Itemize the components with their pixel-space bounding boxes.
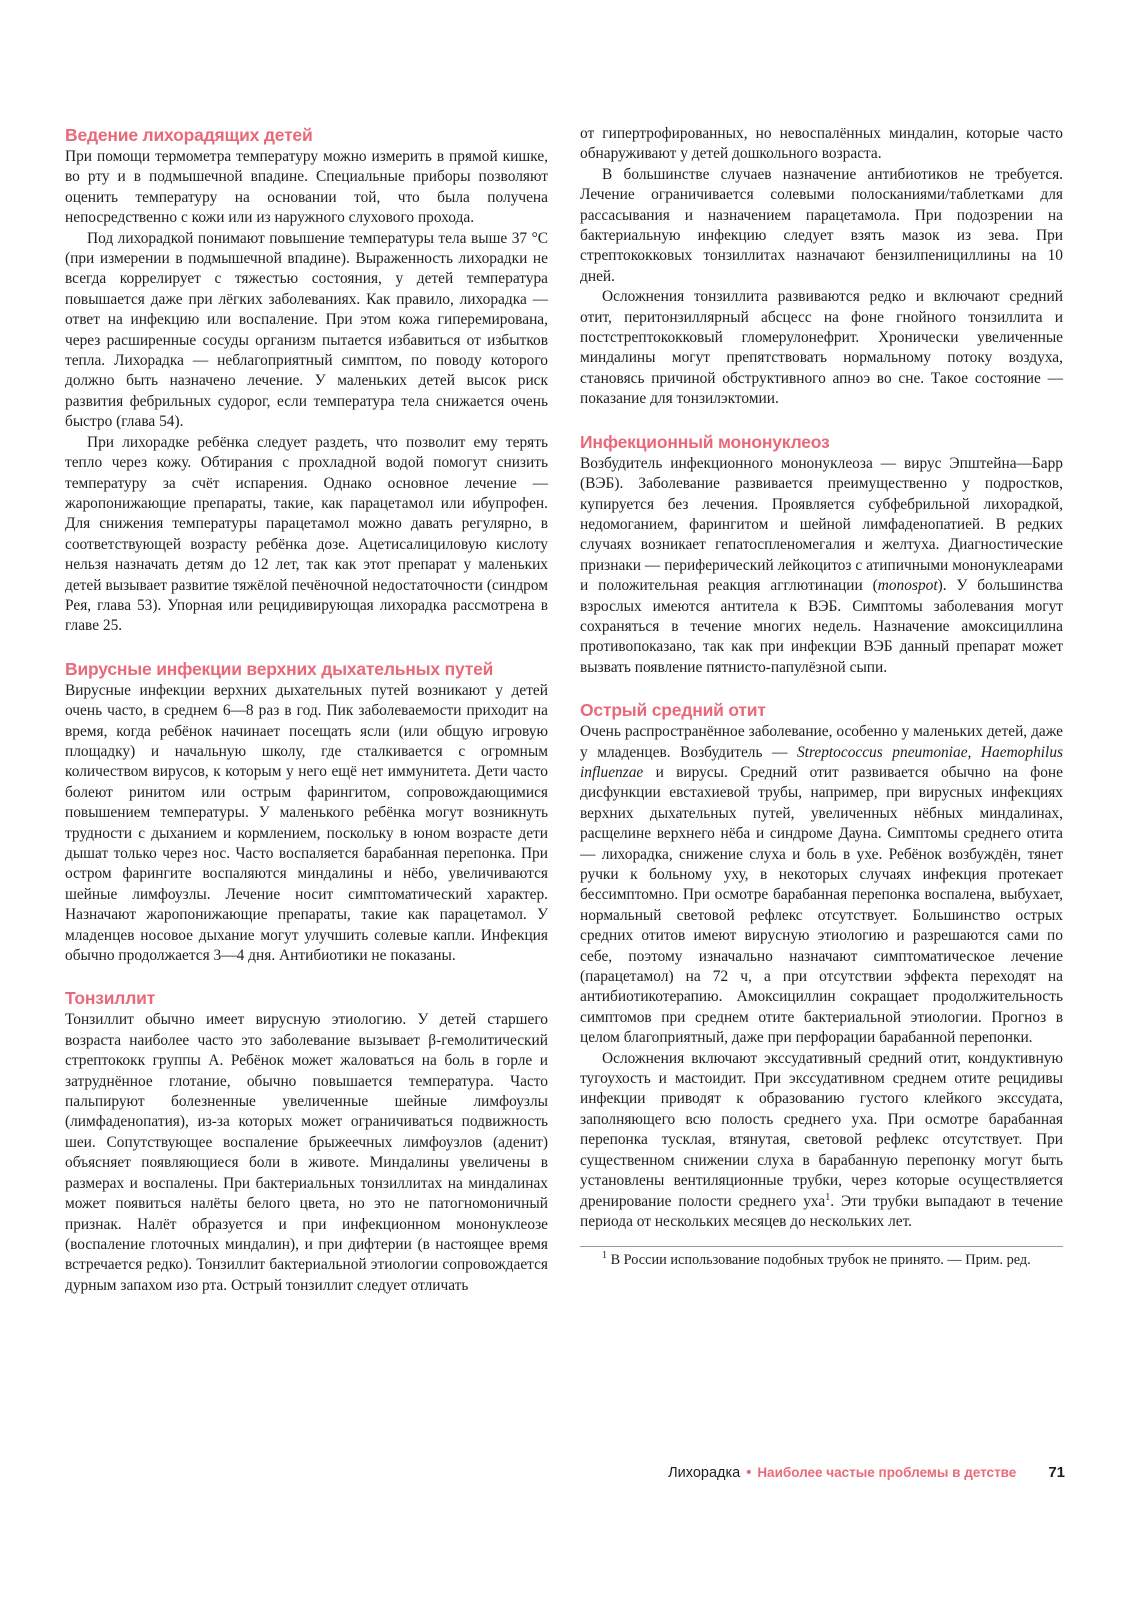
text-run: Осложнения включают экссудативный средний отит, кондуктивную тугоухость и мастоидит. При экссудативном среднем отите рецидивы инфекции приводят к образованию густого клейкого экссудата, заполняющего всю полость среднего уха. При осмотре барабанная перепонка тусклая, втянутая, световой рефлекс отсутствует. При существенном снижении слуха в барабанную перепонку могут быть установлены вентиляционные трубки, через которые осуществляется дренирование полости среднего уха xyxy=(580,1049,1063,1210)
paragraph xyxy=(580,722,1063,1049)
footnote xyxy=(580,1251,1063,1271)
text-run: ). У большинства взрослых имеются антитела к ВЭБ. Симптомы заболевания могут сохраняться в течение многих недель. Назначение амоксициллина противопоказано, так как при инфекции ВЭБ данный препарат может вызвать появление пятнисто-папулёзной сыпи. xyxy=(580,577,1063,676)
section-title: Тонзиллит xyxy=(65,988,156,1009)
footer-bullet: • xyxy=(746,1465,752,1481)
paragraph: Осложнения тонзиллита развиваются редко и включают средний отит, перитонзиллярный абсцесс на фоне гнойного тонзиллита и постстрептококковый гломерулонефрит. Хронически увеличенные миндалины могут препятствовать нормальному потоку воздуха, становясь причиной обструктивного апноэ во сне. Такое состояние — показание для тонзилэктомии. xyxy=(580,288,1063,408)
section-otitis-media xyxy=(580,699,1063,1232)
text-run: Возбудитель инфекционного мононуклеоза — вирус Эпштейна—Барр (ВЭБ). Заболевание развивается преимущественно у подростков, купируется без лечения. Проявляется субфебрильной лихорадкой, недомоганием, фарингитом и шейной лимфаденопатией. В редких случаях возникает гепатоспленомегалия и желтуха. Диагностические признаки — периферический лейкоцитоз с атипичными мононуклеарами и положительная реакция агглютинации ( xyxy=(580,454,1063,595)
paragraph: Тонзиллит обычно имеет вирусную этиологию. У детей старшего возраста наиболее часто это заболевание вызывает β-гемолитический стрептококк группы А. Ребёнок может жаловаться на боль в горле и затруднённое глотание, обычно повышается температура. Часто пальпируют болезненные увеличенные шейные лимфоузлы (лимфаденопатия), из-за которых может ограничиваться подвижность шеи. Сопутствующее воспаление брыжеечных лимфоузлов (аденит) объясняет появляющиеся боли в животе. Миндалины увеличены в размерах и воспалены. При бактериальных тонзиллитах на миндалинах может появиться налёты белого цвета, но это не патогномоничный признак. Налёт образуется и при инфекционном мононуклеозе (воспаление глоточных миндалин), и при дифтерии (в настоящее время встречается редко). Тонзиллит бактериальной этиологии сопровождается дурным запахом изо рта. Острый тонзиллит следует отличать xyxy=(65,1011,548,1294)
footnote-text: В России использование подобных трубок не принято. — Прим. ред. xyxy=(607,1252,1031,1269)
paragraph xyxy=(580,454,1063,678)
paragraph: от гипертрофированных, но невоспалённых миндалин, которые часто обнаруживают у детей дошкольного возраста. xyxy=(580,125,1063,163)
right-column xyxy=(580,124,1063,1271)
footnote-mark: 1 xyxy=(602,1250,607,1262)
text-run: . Эти трубки выпадают в течение периода от нескольких месяцев до нескольких лет. xyxy=(580,1192,1063,1230)
footnote-ref: 1 xyxy=(825,1191,831,1203)
text-run: и вирусы. Средний отит развивается обычно на фоне дисфункции евстахиевой трубы, например, при вирусных инфекциях верхних дыхательных путей, увеличенных нёбных миндалинах, расщелине верхнего нёба и синдроме Дауна. Симптомы среднего отита — лихорадка, снижение слуха и боль в ухе. Ребёнок возбуждён, тянет ручки к больному уху, в некоторых случаях инфекция протекает бессимптомно. При осмотре барабанная перепонка воспалена, выбухает, нормальный световой рефлекс отсутствует. Большинство острых средних отитов имеют вирусную этиологию и разрешаются сами по себе, поэтому изначально назначают симптоматическое лечение (парацетамол) на 72 ч, а при отсутствии эффекта переходят на антибиотикотерапию. Амоксициллин сокращает продолжительность симптомов при среднем отите бактериальной этиологии. Прогноз в целом благоприятный, даже при перфорации барабанной перепонки. xyxy=(580,763,1063,1047)
left-column xyxy=(65,124,548,1317)
section-title: Ведение лихорадящих детей xyxy=(65,125,313,145)
paragraph xyxy=(580,1049,1063,1233)
paragraph: При помощи термометра температуру можно измерить в прямой кишке, во рту и в подмышечной впадине. Специальные приборы позволяют оценить температуру на основании той, что была получена непосредственно с кожи или из наружного слухового прохода. xyxy=(65,148,548,227)
section-title: Вирусные инфекции верхних дыхательных путей xyxy=(65,658,494,679)
section-title: Острый средний отит xyxy=(580,700,766,721)
footer-chapter: Лихорадка xyxy=(668,1465,741,1481)
page-footer xyxy=(580,1464,1065,1481)
paragraph: Под лихорадкой понимают повышение температуры тела выше 37 °С (при измерении в подмышечной впадине). Выраженность лихорадки не всегда коррелирует с тяжестью состояния, у детей температура повышается даже при лёгких заболеваниях. Как правило, лихорадка — ответ на инфекцию или воспаление. При этом кожа гиперемирована, через расширенные сосуды организм пытается избавиться от избытков тепла. Лихорадка — неблагоприятный симптом, по поводу которого должно быть назначено лечение. У маленьких детей высок риск развития фебрильных судорог, если температура тела снижается очень быстро (глава 54). xyxy=(65,229,548,431)
paragraph: В большинстве случаев назначение антибиотиков не требуется. Лечение ограничивается солевыми полосканиями/таблетками для рассасывания и назначением парацетамола. При подозрении на бактериальную инфекцию следует взять мазок из зева. При стрептококковых тонзиллитах назначают бензилпенициллины на 10 дней. xyxy=(580,165,1063,285)
paragraph: Вирусные инфекции верхних дыхательных путей возникают у детей очень часто, в среднем 6—8 раз в год. Пик заболеваемости приходит на время, когда ребёнок начинает посещать ясли (или общую игровую площадку) и начальную школу, где сталкивается с огромным количеством вирусов, к которым у него ещё нет иммунитета. Дети часто болеют ринитом или острым фарингитом, сопровождающимися повышением температуры. У маленького ребёнка могут возникнуть трудности с дыханием и кормлением, поскольку в юном возрасте дети дышат только через нос. Часто воспаляется барабанная перепонка. При остром фарингите воспаляются миндалины и нёбо, увеличиваются шейные лимфоузлы. Лечение носит симптоматический характер. Назначают жаропонижающие препараты, такие как парацетамол. У младенцев носовое дыхание могут улучшить солевые капли. Инфекция обычно продолжается 3—4 дня. Антибиотики не показаны. xyxy=(65,681,548,965)
section-uri xyxy=(65,658,548,967)
footnote-separator xyxy=(580,1246,1063,1247)
section-tonsillitis xyxy=(65,987,548,1296)
text-run: Очень распространённое заболевание, особенно у маленьких детей, даже у младенцев. Возбудитель — xyxy=(580,723,1063,761)
section-tonsillitis-continued xyxy=(580,124,1063,410)
paragraph: При лихорадке ребёнка следует раздеть, что позволит ему терять тепло через кожу. Обтирания с прохладной водой помогут снизить температуру за счёт испарения. Однако основное лечение — жаропонижающие препараты, такие, как парацетамол или ибупрофен. Для снижения температуры парацетамол можно давать регулярно, в соответствующей возрасту ребёнка дозе. Ацетисалициловую кислоту нельзя назначать детям до 12 лет, так как этот препарат у маленьких детей вызывает развитие тяжёлой печёночной недостаточности (синдром Рея, глава 53). Упорная или рецидивирующая лихорадка рассмотрена в главе 25. xyxy=(65,433,548,635)
section-mononucleosis xyxy=(580,431,1063,678)
footer-part-title: Наиболее частые проблемы в детстве xyxy=(757,1465,1017,1480)
section-title: Инфекционный мононуклеоз xyxy=(580,431,830,452)
italic-term: Streptococcus pneumoniae, Haemophilus influenzae xyxy=(580,743,1064,781)
section-fever-management xyxy=(65,124,548,637)
page-number: 71 xyxy=(1048,1464,1065,1481)
italic-term: monospot xyxy=(877,577,938,595)
